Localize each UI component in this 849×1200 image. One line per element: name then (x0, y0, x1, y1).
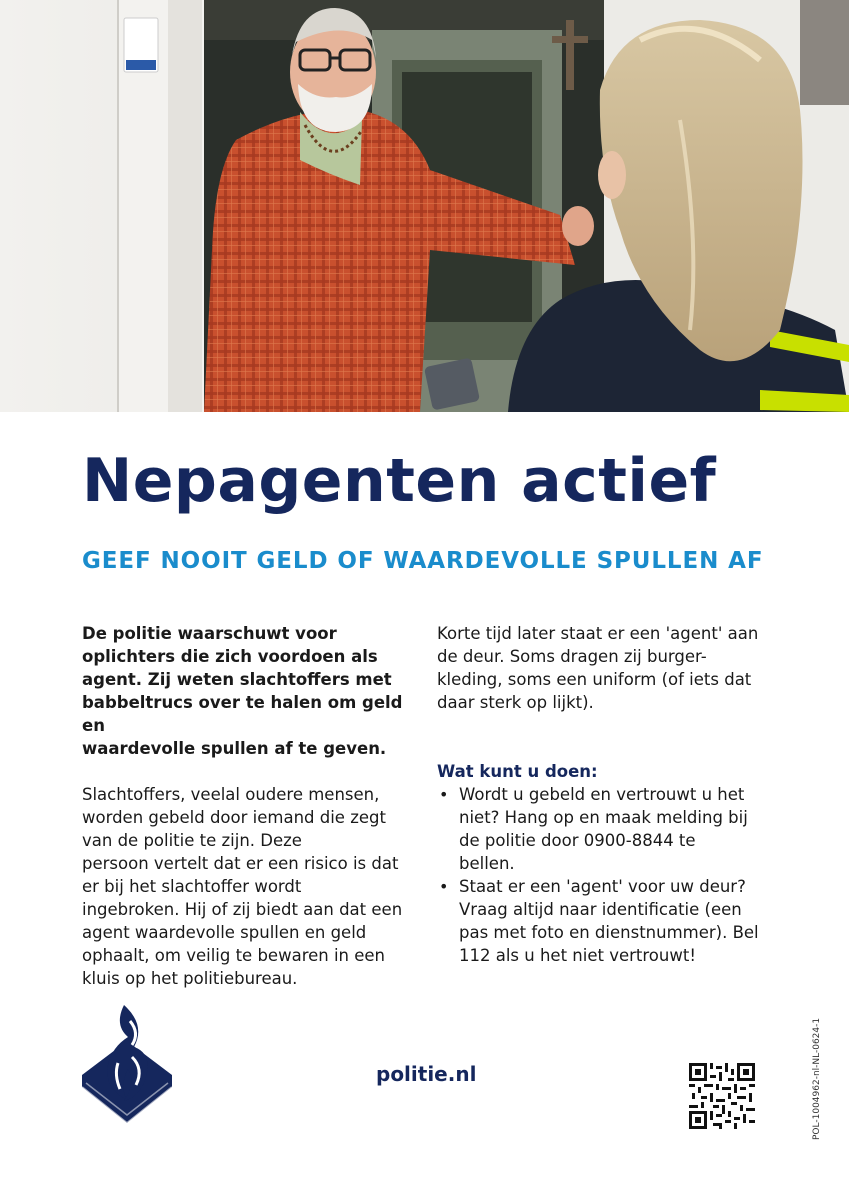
page-title: Nepagenten actief (82, 446, 717, 516)
body-paragraph: Slachtoffers, veelal oudere mensen, worden gebeld door iemand die zegt van de politie te zijn. Deze persoon vertelt dat er een risico is dat er bij het slachtoffer wordt ingebroken. Hij of zij biedt aan dat een agent waardevolle spullen en geld ophaalt, om veilig te bewaren in een kluis op het politiebureau. (82, 785, 403, 988)
document-code: POL-1004962-nl-NL-0624-1 (812, 1017, 822, 1140)
politie-flame-logo-icon (80, 1003, 174, 1125)
lead-paragraph: De politie waarschuwt voor oplichters die zich voordoen als agent. Zij weten slachtoffers met babbeltrucs over te halen om geld en waardevolle spullen af te geven. (82, 624, 403, 758)
left-column (82, 622, 412, 990)
right-column (437, 622, 777, 967)
hero-photo (0, 0, 849, 412)
advice-heading: Wat kunt u doen: (437, 762, 598, 781)
page-subtitle: GEEF NOOIT GELD OF WAARDEVOLLE SPULLEN AF (82, 548, 764, 574)
qr-code-icon[interactable] (689, 1063, 755, 1129)
advice-item: • Staat er een 'agent' voor uw deur? Vraag altijd naar identificatie (een pas met foto en dienstnummer). Bel 112 als u het niet vertrouwt! (437, 875, 777, 967)
website-link[interactable]: politie.nl (376, 1062, 477, 1086)
advice-list (437, 783, 777, 967)
right-paragraph: Korte tijd later staat er een 'agent' aan de deur. Soms dragen zij burger- kleding, soms een uniform (of iets dat daar sterk op lijkt). (437, 624, 759, 712)
advice-item: • Wordt u gebeld en vertrouwt u het niet? Hang op en maak melding bij de politie door 0900-8844 te bellen. (437, 783, 777, 875)
